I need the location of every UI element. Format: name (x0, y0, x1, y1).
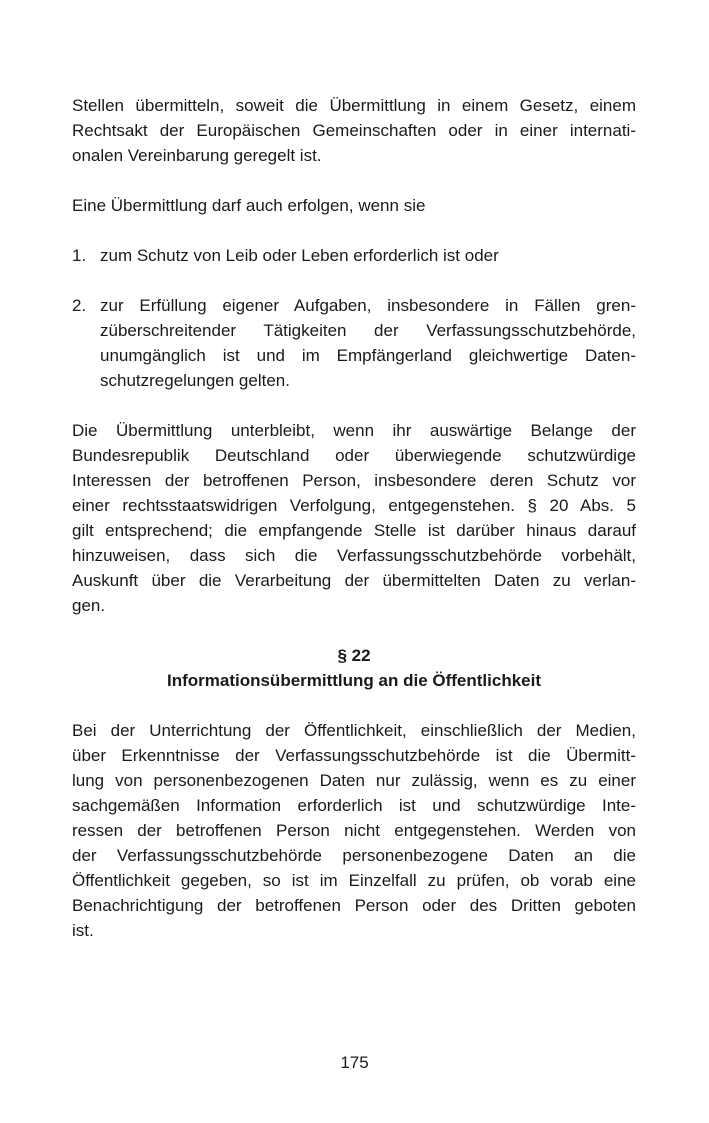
text-line: gilt entsprechend; die empfangende Stelle ist darüber hinaus darauf (72, 521, 636, 540)
section-heading (72, 643, 636, 693)
list-number: 1. (72, 246, 87, 265)
text-line: einer rechtsstaatswidrigen Verfolgung, entgegenstehen. § 20 Abs. 5 (72, 496, 636, 515)
text-line: unumgänglich ist und im Empfängerland gleichwertige Daten- (100, 346, 636, 365)
text-line: gen. (72, 596, 106, 615)
text-line: Die Übermittlung unterbleibt, wenn ihr auswärtige Belange der (72, 421, 636, 440)
text-line: der Verfassungsschutzbehörde personenbezogene Daten an die (72, 846, 636, 865)
text-line: Benachrichtigung der betroffenen Person oder des Dritten geboten (72, 896, 636, 915)
text-line: lung von personenbezogenen Daten nur zulässig, wenn es zu einer (72, 771, 636, 790)
text-line: über Erkenntnisse der Verfassungsschutzbehörde ist die Übermitt- (72, 746, 636, 765)
text-line: züberschreitender Tätigkeiten der Verfassungsschutzbehörde, (100, 321, 636, 340)
section-title: Informationsübermittlung an die Öffentlichkeit (166, 671, 542, 690)
text-line: Bei der Unterrichtung der Öffentlichkeit, einschließlich der Medien, (72, 721, 636, 740)
paragraph-transfer-continuation (72, 93, 636, 168)
text-line: ist. (72, 921, 94, 940)
text-line: Öffentlichkeit gegeben, so ist im Einzelfall zu prüfen, ob vorab eine (72, 871, 636, 890)
text-line: Bundesrepublik Deutschland oder überwiegende schutzwürdige (72, 446, 636, 465)
paragraph-transfer-exclusion (72, 418, 636, 618)
text-line: ressen der betroffenen Person nicht entgegenstehen. Werden von (72, 821, 636, 840)
paragraph-public-information (72, 718, 636, 943)
text-line: Auskunft über die Verarbeitung der übermittelten Daten zu verlan- (72, 571, 636, 590)
page-body (72, 93, 636, 968)
list-item-2 (72, 293, 636, 393)
text-line: Stellen übermitteln, soweit die Übermittlung in einem Gesetz, einem (72, 96, 636, 115)
section-number: § 22 (337, 646, 371, 665)
text-line: Interessen der betroffenen Person, insbesondere deren Schutz vor (72, 471, 636, 490)
text-line: sachgemäßen Information erforderlich ist und schutzwürdige Inte- (72, 796, 636, 815)
list-item-1 (72, 243, 636, 268)
paragraph-transfer-intro (72, 193, 636, 218)
text-line: hinzuweisen, dass sich die Verfassungsschutzbehörde vorbehält, (72, 546, 636, 565)
page-number: 175 (340, 1053, 369, 1072)
text-line: schutzregelungen gelten. (100, 371, 290, 390)
text-line: onalen Vereinbarung geregelt ist. (72, 146, 322, 165)
text-line: Rechtsakt der Europäischen Gemeinschaften oder in einer internati- (72, 121, 636, 140)
list-number: 2. (72, 296, 87, 315)
text-line: Eine Übermittlung darf auch erfolgen, wenn sie (72, 196, 426, 215)
text-line: zum Schutz von Leib oder Leben erforderlich ist oder (100, 246, 499, 265)
text-line: zur Erfüllung eigener Aufgaben, insbesondere in Fällen gren- (100, 296, 636, 315)
